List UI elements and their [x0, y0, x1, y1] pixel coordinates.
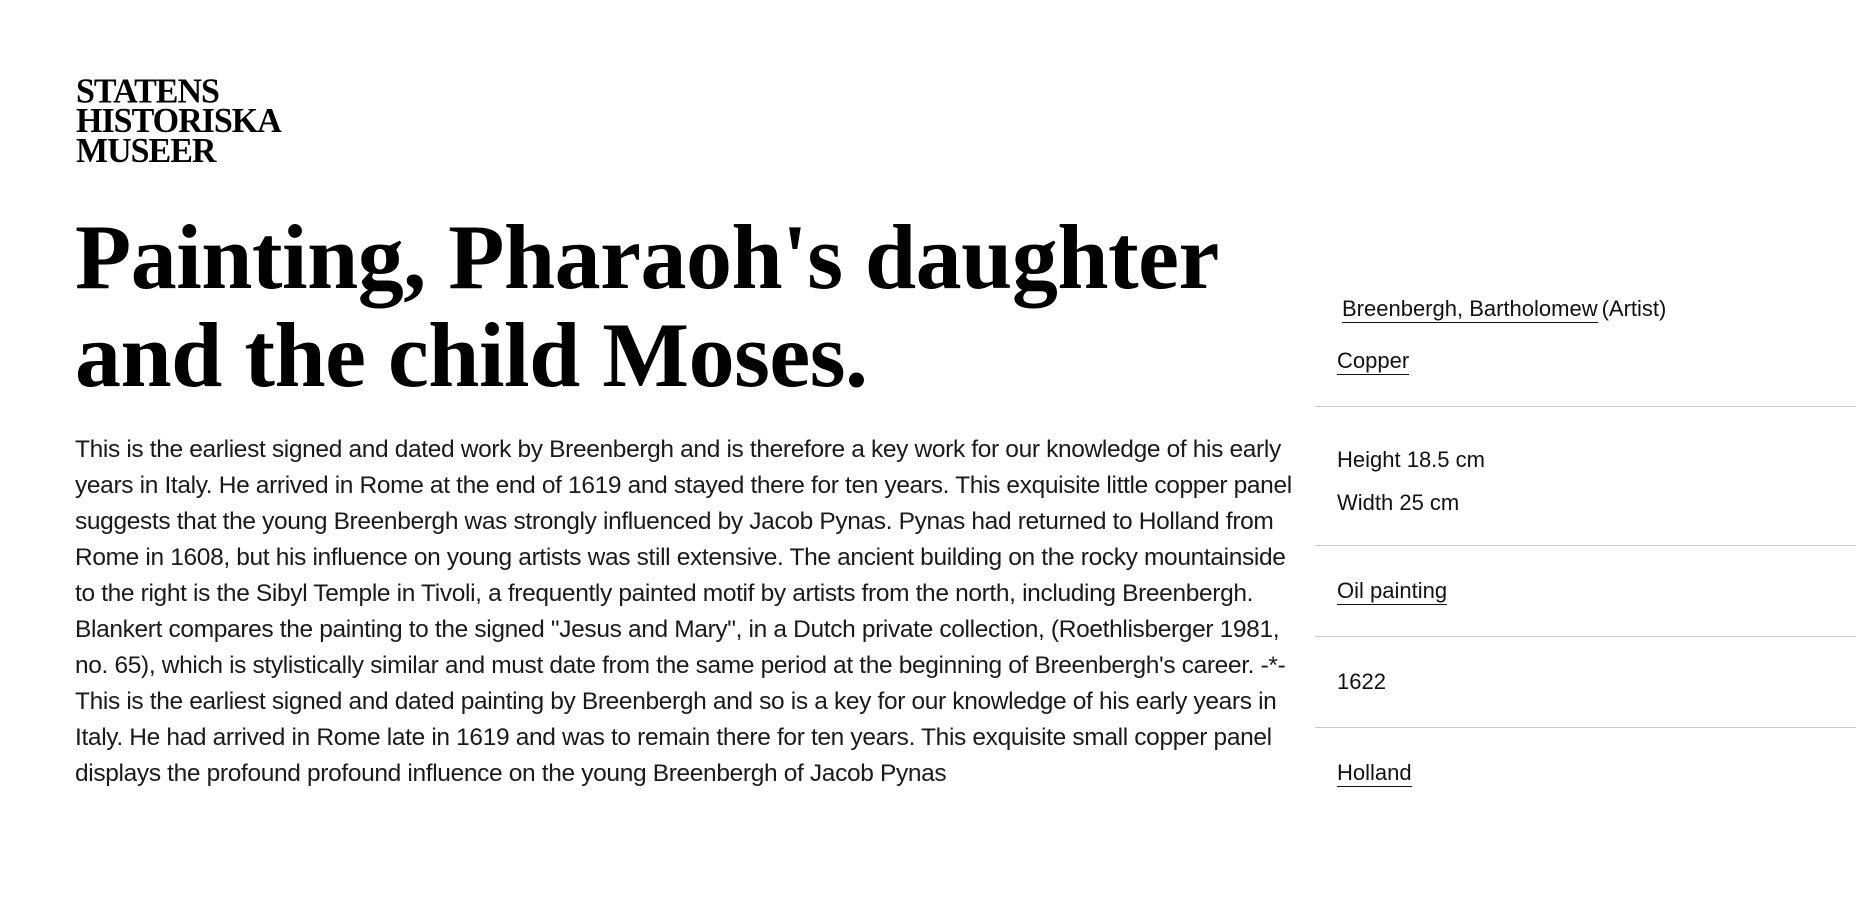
- artist-link[interactable]: Breenbergh, Bartholomew: [1342, 296, 1598, 321]
- material-row: [1337, 348, 1856, 374]
- logo-line-3: MUSEER: [76, 132, 216, 170]
- divider: [1315, 545, 1856, 546]
- place-link[interactable]: Holland: [1337, 760, 1412, 785]
- place-row: [1337, 760, 1856, 786]
- artist-role: (Artist): [1601, 296, 1667, 321]
- title-line-1: Painting, Pharaoh's daughter: [75, 206, 1219, 308]
- museum-logo[interactable]: [76, 73, 281, 170]
- divider: [1315, 636, 1856, 637]
- width-value: Width 25 cm: [1337, 490, 1460, 515]
- divider: [1315, 406, 1856, 407]
- object-description: This is the earliest signed and dated work by Breenbergh and is therefore a key work for our knowledge of his early years in Italy. He arrived in Rome at the end of 1619 and stayed there for ten years. This exquisite little copper panel suggests that the young Breenbergh was strongly influenced by Jacob Pynas. Pynas had returned to Holland from Rome in 1608, but his influence on young artists was still extensive. The ancient building on the rocky mountainside to the right is the Sibyl Temple in Tivoli, a frequently painted motif by artists from the north, including Breenbergh. Blankert compares the painting to the signed "Jesus and Mary", in a Dutch private collection, (Roethlisberger 1981, no. 65), which is stylistically similar and must date from the same period at the beginning of Breenbergh's career. -*- This is the earliest signed and dated painting by Breenbergh and so is a key for our knowledge of his early years in Italy. He had arrived in Rome late in 1619 and was to remain there for ten years. This exquisite small copper panel displays the profound profound influence on the young Breenbergh of Jacob Pynas: [75, 436, 1292, 787]
- technique-row: [1337, 578, 1856, 604]
- artist-row: [1342, 296, 1856, 322]
- height-value: Height 18.5 cm: [1337, 447, 1485, 472]
- dimensions-row: [1337, 438, 1856, 524]
- technique-link[interactable]: Oil painting: [1337, 578, 1448, 603]
- divider: [1315, 727, 1856, 728]
- logo-line-1: STATENS: [76, 73, 219, 111]
- material-link[interactable]: Copper: [1337, 348, 1410, 373]
- object-metadata-sidebar: [1315, 0, 1856, 914]
- date-value: 1622: [1337, 669, 1386, 694]
- logo-line-2: HISTORISKA: [76, 102, 281, 141]
- title-line-2: and the child Moses.: [75, 304, 868, 406]
- date-row: [1337, 669, 1856, 695]
- page-title: [75, 208, 1295, 404]
